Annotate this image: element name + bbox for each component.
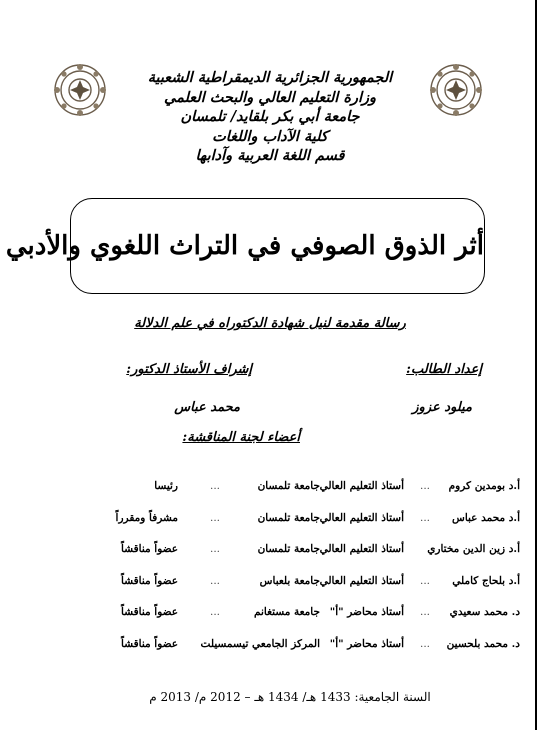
member-rank: أستاذ محاضر "أ" [329, 606, 404, 618]
leader-dots: ... [419, 637, 430, 650]
member-role: عضواً مناقشاً [121, 637, 178, 650]
institution-header [120, 68, 420, 166]
committee-row [68, 480, 520, 512]
member-university: جامعة تلمسان [257, 543, 320, 555]
student-name: ميلود عزوز [412, 400, 472, 415]
leader-dots: ... [209, 511, 220, 524]
leader-dots: ... [419, 480, 430, 492]
member-name: د. محمد بلحسين [446, 637, 520, 650]
student-label: إعداد الطالب: [406, 362, 482, 377]
member-rank: أستاذ التعليم العالي [319, 480, 404, 492]
committee-list [68, 480, 520, 669]
member-rank: أستاذ محاضر "أ" [329, 637, 404, 650]
page-border [535, 0, 537, 730]
member-role: رئيسا [154, 480, 178, 492]
member-role: عضواً مناقشاً [121, 574, 178, 587]
title-box [5, 198, 485, 294]
committee-row [68, 575, 520, 607]
republic-line: الجمهورية الجزائرية الديمقراطية الشعبية [147, 69, 393, 86]
member-rank: أستاذ التعليم العالي [319, 511, 404, 524]
faculty-line: كلية الآداب واللغات [212, 127, 328, 145]
university-emblem-icon [52, 62, 108, 118]
member-university: جامعة مستغانم [254, 606, 320, 618]
member-role: عضواً مناقشاً [121, 543, 178, 555]
member-rank: أستاذ التعليم العالي [319, 543, 404, 555]
leader-dots: ... [419, 511, 430, 524]
member-name: د. محمد سعيدي [449, 606, 520, 618]
leader-dots: ... [209, 480, 220, 492]
member-rank: أستاذ التعليم العالي [319, 574, 404, 587]
leader-dots: ... [209, 543, 220, 555]
university-emblem-icon [428, 62, 484, 118]
thesis-subtitle: رسالة مقدمة لنيل شهادة الدكتوراه في علم الدلالة [134, 316, 406, 331]
member-role: عضواً مناقشاً [121, 606, 178, 618]
committee-row [68, 543, 520, 575]
member-name: أ.د زين الدين مختاري [427, 543, 520, 555]
supervisor-label: إشراف الأستاذ الدكتور: [126, 362, 252, 377]
committee-row [68, 638, 520, 670]
leader-dots: ... [209, 574, 220, 587]
academic-year: السنة الجامعية: 1433 هـ/ 1434 هـ – 2012 م/ 2013 م [149, 690, 431, 704]
committee-row [68, 512, 520, 544]
member-university: جامعة تلمسان [257, 511, 320, 524]
thesis-title: أثر الذوق الصوفي في التراث اللغوي والأدبي [5, 231, 484, 261]
university-line: جامعة أبي بكر بلقايد/ تلمسان [180, 108, 360, 125]
member-name: أ.د بلحاج كاملي [452, 574, 520, 587]
member-university: جامعة بلعباس [259, 574, 320, 587]
member-university: جامعة تلمسان [257, 480, 320, 492]
leader-dots: ... [419, 606, 430, 618]
department-line: قسم اللغة العربية وآدابها [195, 147, 345, 164]
committee-label: أعضاء لجنة المناقشة: [182, 430, 300, 445]
committee-row [68, 606, 520, 638]
leader-dots: ... [419, 574, 430, 587]
leader-dots: ... [209, 606, 220, 618]
member-name: أ.د محمد عباس [452, 511, 520, 524]
supervisor-name: محمد عباس [174, 400, 240, 415]
member-role: مشرفاً ومقرراً [115, 511, 178, 524]
member-university: المركز الجامعي تيسمسيلت [200, 637, 320, 650]
member-name: أ.د بومدين كروم [448, 480, 520, 492]
ministry-line: وزارة التعليم العالي والبحث العلمي [164, 88, 376, 106]
